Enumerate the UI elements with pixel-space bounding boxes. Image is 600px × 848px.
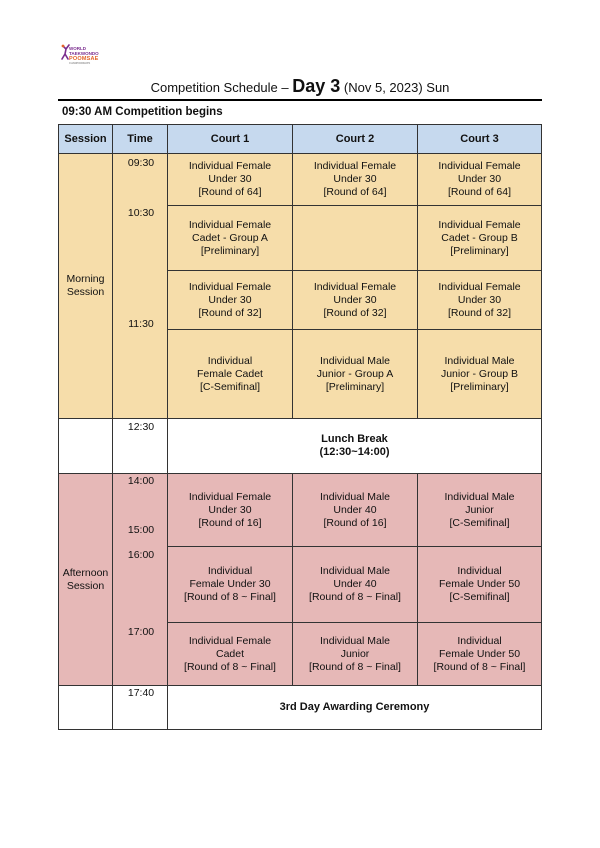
event-cell: Individual Female Under 30 [Round of 64]: [417, 153, 542, 206]
event-cell-empty: [292, 205, 418, 271]
title-divider: [58, 99, 542, 101]
time-1740: 17:40: [127, 687, 155, 699]
event-cell: Individual Female Cadet [Round of 8 ~ Final]: [167, 622, 293, 686]
column-header-time: Time: [112, 124, 168, 154]
logo-line-4: CHAMPIONSHIPS: [69, 62, 91, 65]
event-cell: Individual Female Under 30 [Round of 32]: [417, 270, 542, 330]
time-1030: 10:30: [127, 207, 155, 219]
event-cell: Individual Female Under 30 [Round of 32]: [292, 270, 418, 330]
session-afternoon: Afternoon Session: [58, 473, 113, 686]
column-header-court-3: Court 3: [417, 124, 542, 154]
event-cell: Individual Female Under 50 [C-Semifinal]: [417, 546, 542, 623]
event-cell: Individual Male Junior - Group B [Preliminary]: [417, 329, 542, 419]
schedule-table: [58, 124, 542, 730]
awarding-ceremony: 3rd Day Awarding Ceremony: [167, 685, 542, 730]
logo-line-3: POOMSAE: [69, 56, 99, 62]
day-label: Day 3: [292, 76, 341, 96]
page-title: [0, 76, 600, 97]
event-cell: Individual Female Under 30 [Round of 16]: [167, 473, 293, 547]
time-column-morning: [112, 153, 168, 419]
event-cell: Individual Male Under 40 [Round of 16]: [292, 473, 418, 547]
championship-logo: [60, 44, 112, 66]
time-1600: 16:00: [127, 549, 155, 561]
time-1230: 12:30: [127, 421, 155, 433]
time-0930: 09:30: [127, 157, 155, 169]
title-suffix: (Nov 5, 2023) Sun: [343, 80, 450, 95]
session-ceremony-blank: [58, 685, 113, 730]
event-cell: Individual Male Junior - Group A [Preliminary]: [292, 329, 418, 419]
session-morning: Morning Session: [58, 153, 113, 419]
lunch-break: Lunch Break (12:30~14:00): [167, 418, 542, 474]
event-cell: Individual Female Under 30 [Round of 64]: [167, 153, 293, 206]
event-cell: Individual Male Junior [Round of 8 ~ Final]: [292, 622, 418, 686]
time-1130: 11:30: [128, 318, 154, 330]
time-1500: 15:00: [127, 524, 155, 536]
event-cell: Individual Female Cadet - Group A [Preliminary]: [167, 205, 293, 271]
session-lunch-blank: [58, 418, 113, 474]
column-header-session: Session: [58, 124, 113, 154]
column-header-court-1: Court 1: [167, 124, 293, 154]
event-cell: Individual Male Under 40 [Round of 8 ~ Final]: [292, 546, 418, 623]
column-header-court-2: Court 2: [292, 124, 418, 154]
event-cell: Individual Female Under 30 [Round of 8 ~ Final]: [167, 546, 293, 623]
event-cell: Individual Male Junior [C-Semifinal]: [417, 473, 542, 547]
event-cell: Individual Female Cadet [C-Semifinal]: [167, 329, 293, 419]
time-column-afternoon: [112, 473, 168, 686]
logo-line-2: TAEKWONDO: [69, 51, 99, 56]
event-cell: Individual Female Under 30 [Round of 64]: [292, 153, 418, 206]
time-1700: 17:00: [127, 626, 155, 638]
event-cell: Individual Female Under 30 [Round of 32]: [167, 270, 293, 330]
title-prefix: Competition Schedule –: [150, 80, 289, 95]
start-time-note: 09:30 AM Competition begins: [62, 106, 223, 118]
time-1400: 14:00: [127, 475, 155, 487]
event-cell: Individual Female Cadet - Group B [Preliminary]: [417, 205, 542, 271]
event-cell: Individual Female Under 50 [Round of 8 ~ Final]: [417, 622, 542, 686]
logo-line-1: WORLD: [69, 46, 86, 51]
